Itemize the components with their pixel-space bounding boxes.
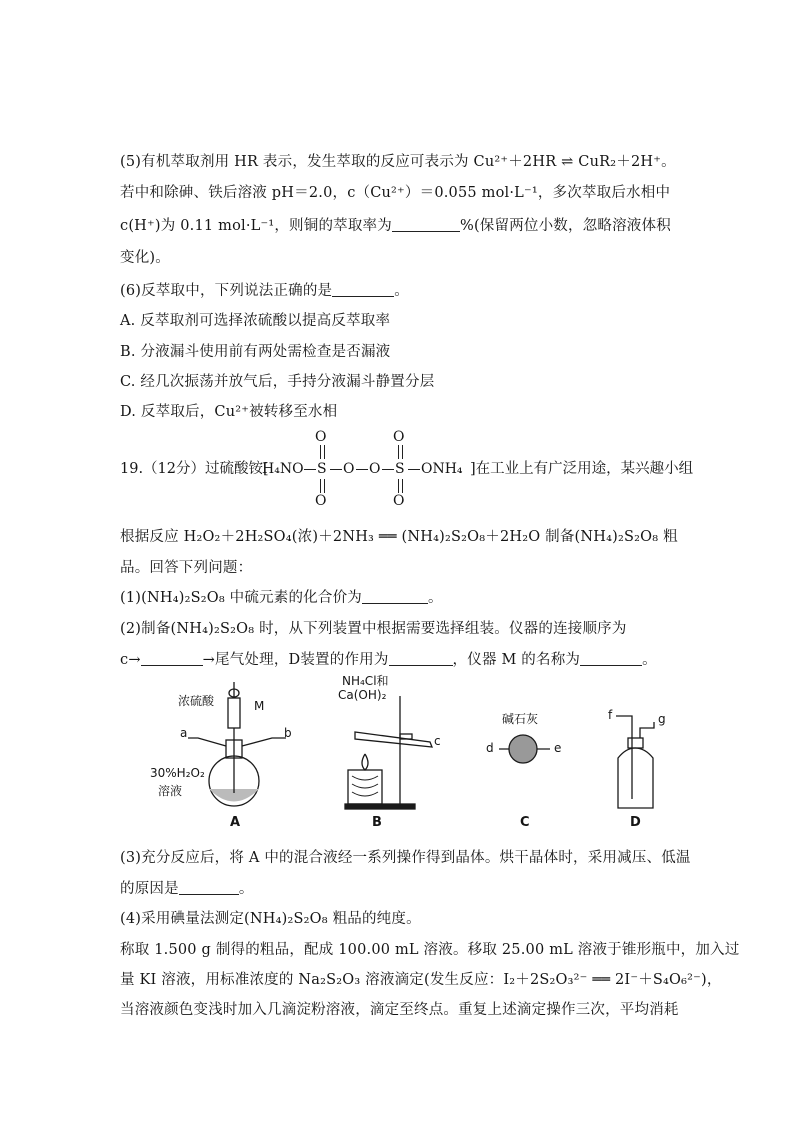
- caption-d: D: [630, 815, 641, 830]
- bond: [408, 469, 420, 470]
- label-a: a: [180, 726, 188, 740]
- q6-stem-end: 。: [394, 283, 409, 299]
- q19-part2-mid2: ，仪器 M 的名称为: [452, 652, 581, 668]
- q5-line3-text: c(H⁺)为 0.11 mol·L⁻¹，则铜的萃取率为: [120, 218, 392, 234]
- answer-blank-valence[interactable]: [362, 589, 428, 604]
- q19-part4-line2: 称取 1.500 g 制得的粗品，配成 100.00 mL 溶液。移取 25.00 mL 溶液于锥形瓶中，加入过: [120, 942, 740, 958]
- bond: [382, 469, 394, 470]
- oxygen-atom: O: [369, 461, 381, 477]
- apparatus-figure: [150, 668, 690, 833]
- q19-part1-text: (1)(NH₄)₂S₂O₈ 中硫元素的化合价为: [120, 590, 362, 606]
- label-g: g: [658, 712, 666, 726]
- double-bond: [402, 445, 403, 459]
- apparatus-d: [616, 716, 654, 808]
- q5-line1: (5)有机萃取剂用 HR 表示，发生萃取的反应可表示为 Cu²⁺＋2HR ⇌ CuR₂＋2H⁺。: [120, 154, 676, 170]
- q19-part3: (3)充分反应后，将 A 中的混合液经一系列操作得到晶体。烘干晶体时，采用减压、低温: [120, 850, 691, 866]
- q6-option-b: B. 分液漏斗使用前有两处需检查是否漏液: [120, 344, 391, 360]
- answer-blank-order[interactable]: [141, 651, 203, 666]
- q19-intro-end: ]在工业上有广泛用途，某兴趣小组: [470, 461, 694, 477]
- structure-right-group: ONH₄: [421, 461, 463, 477]
- bond: [356, 469, 368, 470]
- label-f: f: [608, 708, 613, 722]
- q19-part2-line2: [120, 650, 657, 670]
- q19-intro-start: 19.（12分）过硫酸铵[: [120, 461, 269, 477]
- double-bond: [402, 479, 403, 493]
- label-d: d: [486, 741, 494, 755]
- oxygen-atom: O: [393, 429, 405, 445]
- q19-part4-line3: 量 KI 溶液，用标准浓度的 Na₂S₂O₃ 溶液滴定(发生反应：I₂＋2S₂O₃²⁻ ══ 2I⁻＋S₄O₆²⁻)，: [120, 972, 722, 988]
- double-bond: [324, 445, 325, 459]
- q6-option-c: C. 经几次振荡并放气后，手持分液漏斗静置分层: [120, 374, 435, 390]
- answer-blank-q5[interactable]: [392, 217, 460, 232]
- bond: [330, 469, 342, 470]
- q19-part4-line4: 当溶液颜色变浅时加入几滴淀粉溶液，滴定至终点。重复上述滴定操作三次，平均消耗: [120, 1002, 679, 1018]
- oxygen-atom: O: [315, 429, 327, 445]
- reagent-caoh2: Ca(OH)₂: [338, 688, 387, 702]
- q19-part1: [120, 588, 443, 608]
- q19-part3-end: 。: [238, 881, 254, 897]
- caption-a: A: [230, 815, 241, 830]
- answer-blank-m-name[interactable]: [580, 651, 642, 666]
- q6-option-d: D. 反萃取后，Cu²⁺被转移至水相: [120, 404, 338, 420]
- label-b: b: [284, 726, 292, 740]
- q19-part2: (2)制备(NH₄)₂S₂O₈ 时，从下列装置中根据需要选择组装。仪器的连接顺序为: [120, 621, 627, 637]
- double-bond: [398, 479, 399, 493]
- label-e: e: [554, 741, 562, 755]
- q19-part1-end: 。: [427, 590, 443, 606]
- q19-part3-line2: [120, 879, 254, 899]
- oxygen-atom: O: [315, 493, 327, 509]
- q19-part4: (4)采用碘量法测定(NH₄)₂S₂O₈ 粗品的纯度。: [120, 911, 421, 927]
- q19-part3-text: 的原因是: [120, 881, 179, 897]
- caption-b: B: [372, 815, 382, 830]
- double-bond: [398, 445, 399, 459]
- q19-part2-mid: →尾气处理，D装置的作用为: [202, 652, 389, 668]
- structure-left-group: H₄NO: [262, 461, 304, 477]
- reagent-h2o2: 30%H₂O₂: [150, 766, 205, 780]
- caption-c: C: [520, 815, 530, 830]
- reagent-conc-sulfuric-acid: 浓硫酸: [178, 694, 215, 708]
- persulfate-structure-line: [120, 425, 720, 509]
- q5-line2: 若中和除砷、铁后溶液 pH＝2.0，c（Cu²⁺）＝0.055 mol·L⁻¹，多次萃取后水相中: [120, 185, 671, 201]
- answer-blank-q6[interactable]: [332, 282, 394, 297]
- apparatus-drawing: [150, 668, 690, 833]
- q6-stem-text: (6)反萃取中，下列说法正确的是: [120, 283, 333, 299]
- oxygen-atom: O: [343, 461, 355, 477]
- sulfur-atom: S: [317, 461, 327, 477]
- reagent-soda-lime: 碱石灰: [502, 712, 539, 726]
- double-bond: [320, 445, 321, 459]
- sulfur-atom: S: [395, 461, 405, 477]
- label-c: c: [434, 734, 441, 748]
- q19-part2-end: 。: [642, 652, 657, 668]
- reagent-nh4cl: NH₄Cl和: [342, 674, 389, 688]
- answer-blank-d-purpose[interactable]: [389, 651, 453, 666]
- connection-start: c→: [120, 652, 141, 668]
- q5-line3-tail: %(保留两位小数，忽略溶液体积: [459, 218, 671, 234]
- reagent-h2o2-solution: 溶液: [158, 784, 183, 798]
- answer-blank-drying[interactable]: [179, 880, 239, 895]
- bond: [304, 469, 316, 470]
- oxygen-atom: O: [393, 493, 405, 509]
- q6-stem: [120, 281, 409, 301]
- apparatus-c: [499, 735, 550, 763]
- double-bond: [324, 479, 325, 493]
- q19-line3: 品。回答下列问题：: [120, 560, 253, 576]
- label-m: M: [254, 699, 265, 713]
- q5-line3: [120, 216, 671, 236]
- double-bond: [320, 479, 321, 493]
- q6-option-a: A. 反萃取剂可选择浓硫酸以提高反萃取率: [120, 313, 391, 329]
- apparatus-b: [345, 696, 432, 809]
- q19-line2: 根据反应 H₂O₂＋2H₂SO₄(浓)＋2NH₃ ══ (NH₄)₂S₂O₈＋2H₂O 制备(NH₄)₂S₂O₈ 粗: [120, 529, 678, 545]
- q5-line4: 变化)。: [120, 250, 170, 266]
